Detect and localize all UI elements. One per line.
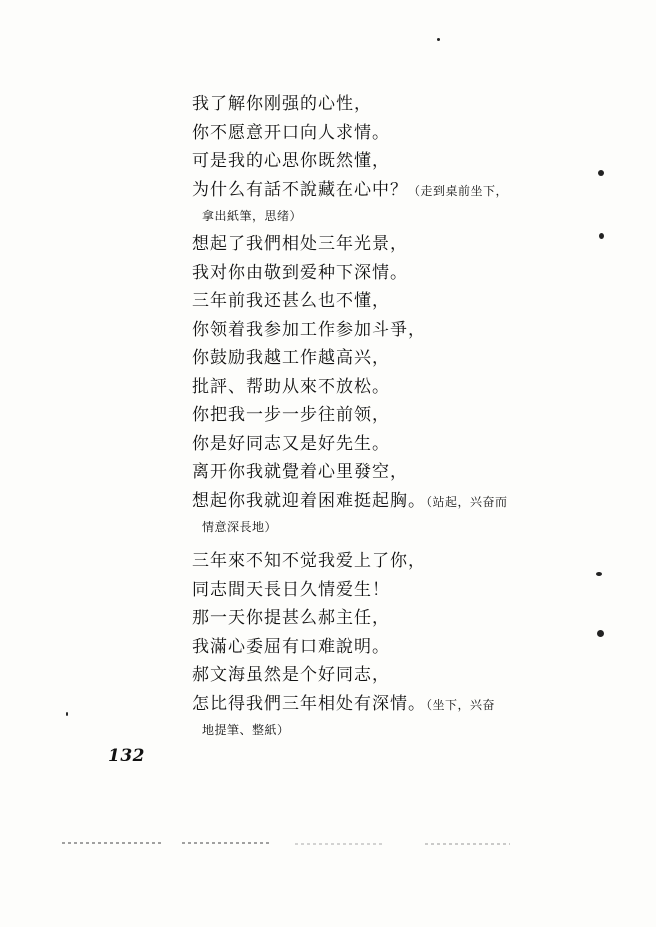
verse-line: 你把我一步一步往前领，	[192, 405, 390, 425]
page-number: 132	[108, 746, 145, 766]
verse-line: 郝文海虽然是个好同志，	[192, 665, 390, 685]
stage-direction: （站起，兴奋而	[426, 494, 508, 509]
scan-edge-noise	[295, 843, 385, 845]
poem-body	[192, 90, 632, 744]
verse-line: 批評、帮助从來不放松。	[192, 376, 390, 397]
verse-line: 我滿心委屈有口难說明。	[192, 636, 390, 657]
verse-line: 我对你由敬到爱种下深情。	[192, 262, 408, 283]
verse-line: 离开你我就覺着心里發空，	[192, 462, 408, 482]
scan-speck	[599, 233, 604, 239]
verse-line: 你鼓励我越工作越高兴，	[192, 348, 390, 368]
verse-line: 三年前我还甚么也不懂，	[192, 291, 390, 311]
verse-line: 你领着我参加工作参加斗爭，	[192, 319, 426, 340]
stage-direction: （走到桌前坐下，	[408, 183, 509, 198]
verse-line: 那一天你提甚么郝主任，	[192, 608, 390, 628]
verse-line: 怎比得我們三年相处有深情。（坐下，兴奋	[192, 693, 496, 714]
stage-direction: （坐下，兴奋	[426, 697, 496, 712]
stage-direction-continuation: 地提筆、整紙）	[202, 723, 290, 737]
verse-line: 你不愿意开口向人求情。	[192, 122, 390, 143]
verse-line: 我了解你刚强的心性，	[192, 94, 372, 114]
stage-direction-continuation: 情意深長地）	[202, 520, 278, 534]
verse-line: 同志間天長日久情爱生！	[192, 579, 390, 600]
stage-direction-continuation: 拿出紙筆，思绪）	[202, 209, 303, 223]
scan-edge-noise	[62, 842, 162, 844]
scan-speck	[596, 572, 602, 576]
scan-edge-noise	[425, 843, 510, 845]
verse-line: 想起了我們相处三年光景，	[192, 234, 408, 254]
verse-line: 可是我的心思你既然懂，	[192, 151, 390, 171]
verse-line: 你是好同志又是好先生。	[192, 433, 390, 454]
scan-speck	[597, 630, 604, 637]
verse-line: 为什么有話不說藏在心中？（走到桌前坐下，	[192, 179, 509, 200]
scan-edge-noise	[182, 842, 272, 844]
verse-line: 三年來不知不觉我爱上了你，	[192, 551, 426, 571]
scan-speck	[598, 170, 604, 176]
verse-line: 想起你我就迎着困难挺起胸。（站起，兴奋而	[192, 490, 508, 511]
scan-speck	[66, 712, 68, 716]
scan-speck	[437, 38, 440, 41]
